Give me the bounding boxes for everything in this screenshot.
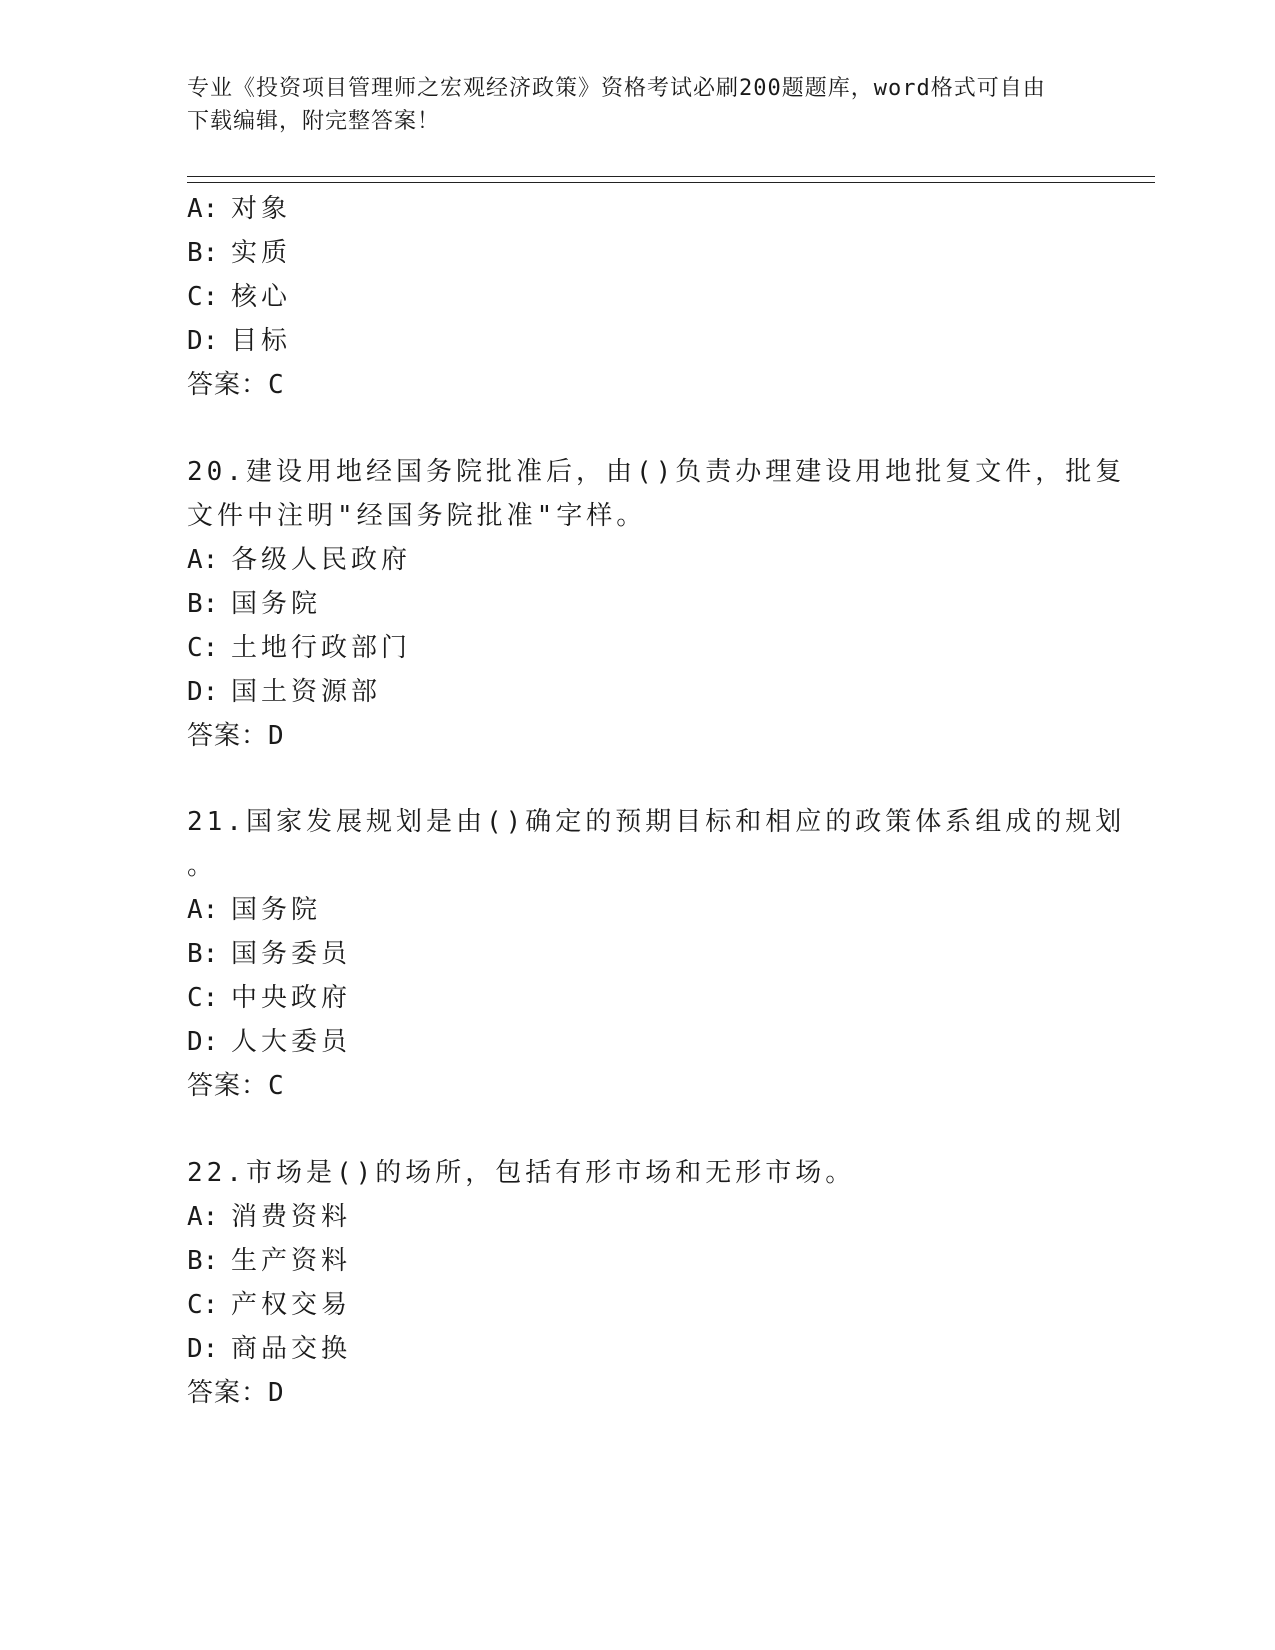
option-text: 产权交易 [231,1290,352,1320]
q19-option-d [187,324,291,358]
q21-option-c [187,981,351,1015]
option-key: C: [187,282,219,312]
option-text: 国务委员 [231,939,352,969]
option-text: 商品交换 [231,1334,352,1364]
option-text: 国务院 [231,895,322,925]
option-key: B: [187,1246,219,1276]
q19-option-a [187,192,291,226]
answer-value: D [268,721,285,751]
option-key: C: [187,1290,219,1320]
q22-option-d [187,1332,351,1366]
q22-option-a [187,1200,351,1234]
option-key: A: [187,545,219,575]
answer-label: 答案： [187,1071,269,1101]
option-key: B: [187,238,219,268]
document-header: 专业《投资项目管理师之宏观经济政策》资格考试必刷200题题库，word格式可自由下载编辑，附完整答案！ [187,76,1046,134]
option-text: 生产资料 [231,1246,352,1276]
option-key: C: [187,983,219,1013]
option-key: D: [187,1334,219,1364]
answer-value: D [268,1378,285,1408]
option-text: 国务院 [231,589,322,619]
option-text: 消费资料 [231,1202,352,1232]
option-key: D: [187,677,219,707]
q20-question-line-1: 20.建设用地经国务院批准后，由()负责办理建设用地批复文件，批复 [187,457,1126,487]
answer-value: C [268,1071,285,1101]
q21-option-a [187,893,321,927]
option-key: D: [187,326,219,356]
q21-question-line-2: 。 [187,851,218,881]
option-key: A: [187,194,219,224]
q22-answer [187,1376,285,1410]
option-key: D: [187,1027,219,1057]
option-key: A: [187,895,219,925]
option-text: 国土资源部 [231,677,382,707]
option-key: A: [187,1202,219,1232]
option-text: 目标 [231,326,292,356]
header-divider-bottom [187,182,1155,183]
q21-answer [187,1069,285,1103]
q20-option-b [187,587,321,621]
q22-question-line-1: 22.市场是()的场所，包括有形市场和无形市场。 [187,1158,856,1188]
q20-answer [187,719,285,753]
option-key: B: [187,939,219,969]
answer-value: C [268,370,285,400]
q21-question-line-1: 21.国家发展规划是由()确定的预期目标和相应的政策体系组成的规划 [187,807,1126,837]
answer-label: 答案： [187,1378,269,1408]
option-text: 土地行政部门 [231,633,412,663]
q19-option-b [187,236,291,270]
q21-option-b [187,937,351,971]
option-text: 人大委员 [231,1027,352,1057]
q20-option-c [187,631,411,665]
option-text: 中央政府 [231,983,352,1013]
option-text: 实质 [231,238,292,268]
option-text: 对象 [231,194,292,224]
q19-option-c [187,280,291,314]
q22-option-c [187,1288,351,1322]
answer-label: 答案： [187,721,269,751]
q20-option-a [187,543,411,577]
option-text: 各级人民政府 [231,545,412,575]
option-key: C: [187,633,219,663]
q20-option-d [187,675,381,709]
answer-label: 答案： [187,370,269,400]
option-key: B: [187,589,219,619]
option-text: 核心 [231,282,292,312]
header-divider-top [187,176,1155,177]
q19-answer [187,368,285,402]
q20-question-line-2: 文件中注明"经国务院批准"字样。 [187,501,647,531]
q22-option-b [187,1244,351,1278]
q21-option-d [187,1025,351,1059]
